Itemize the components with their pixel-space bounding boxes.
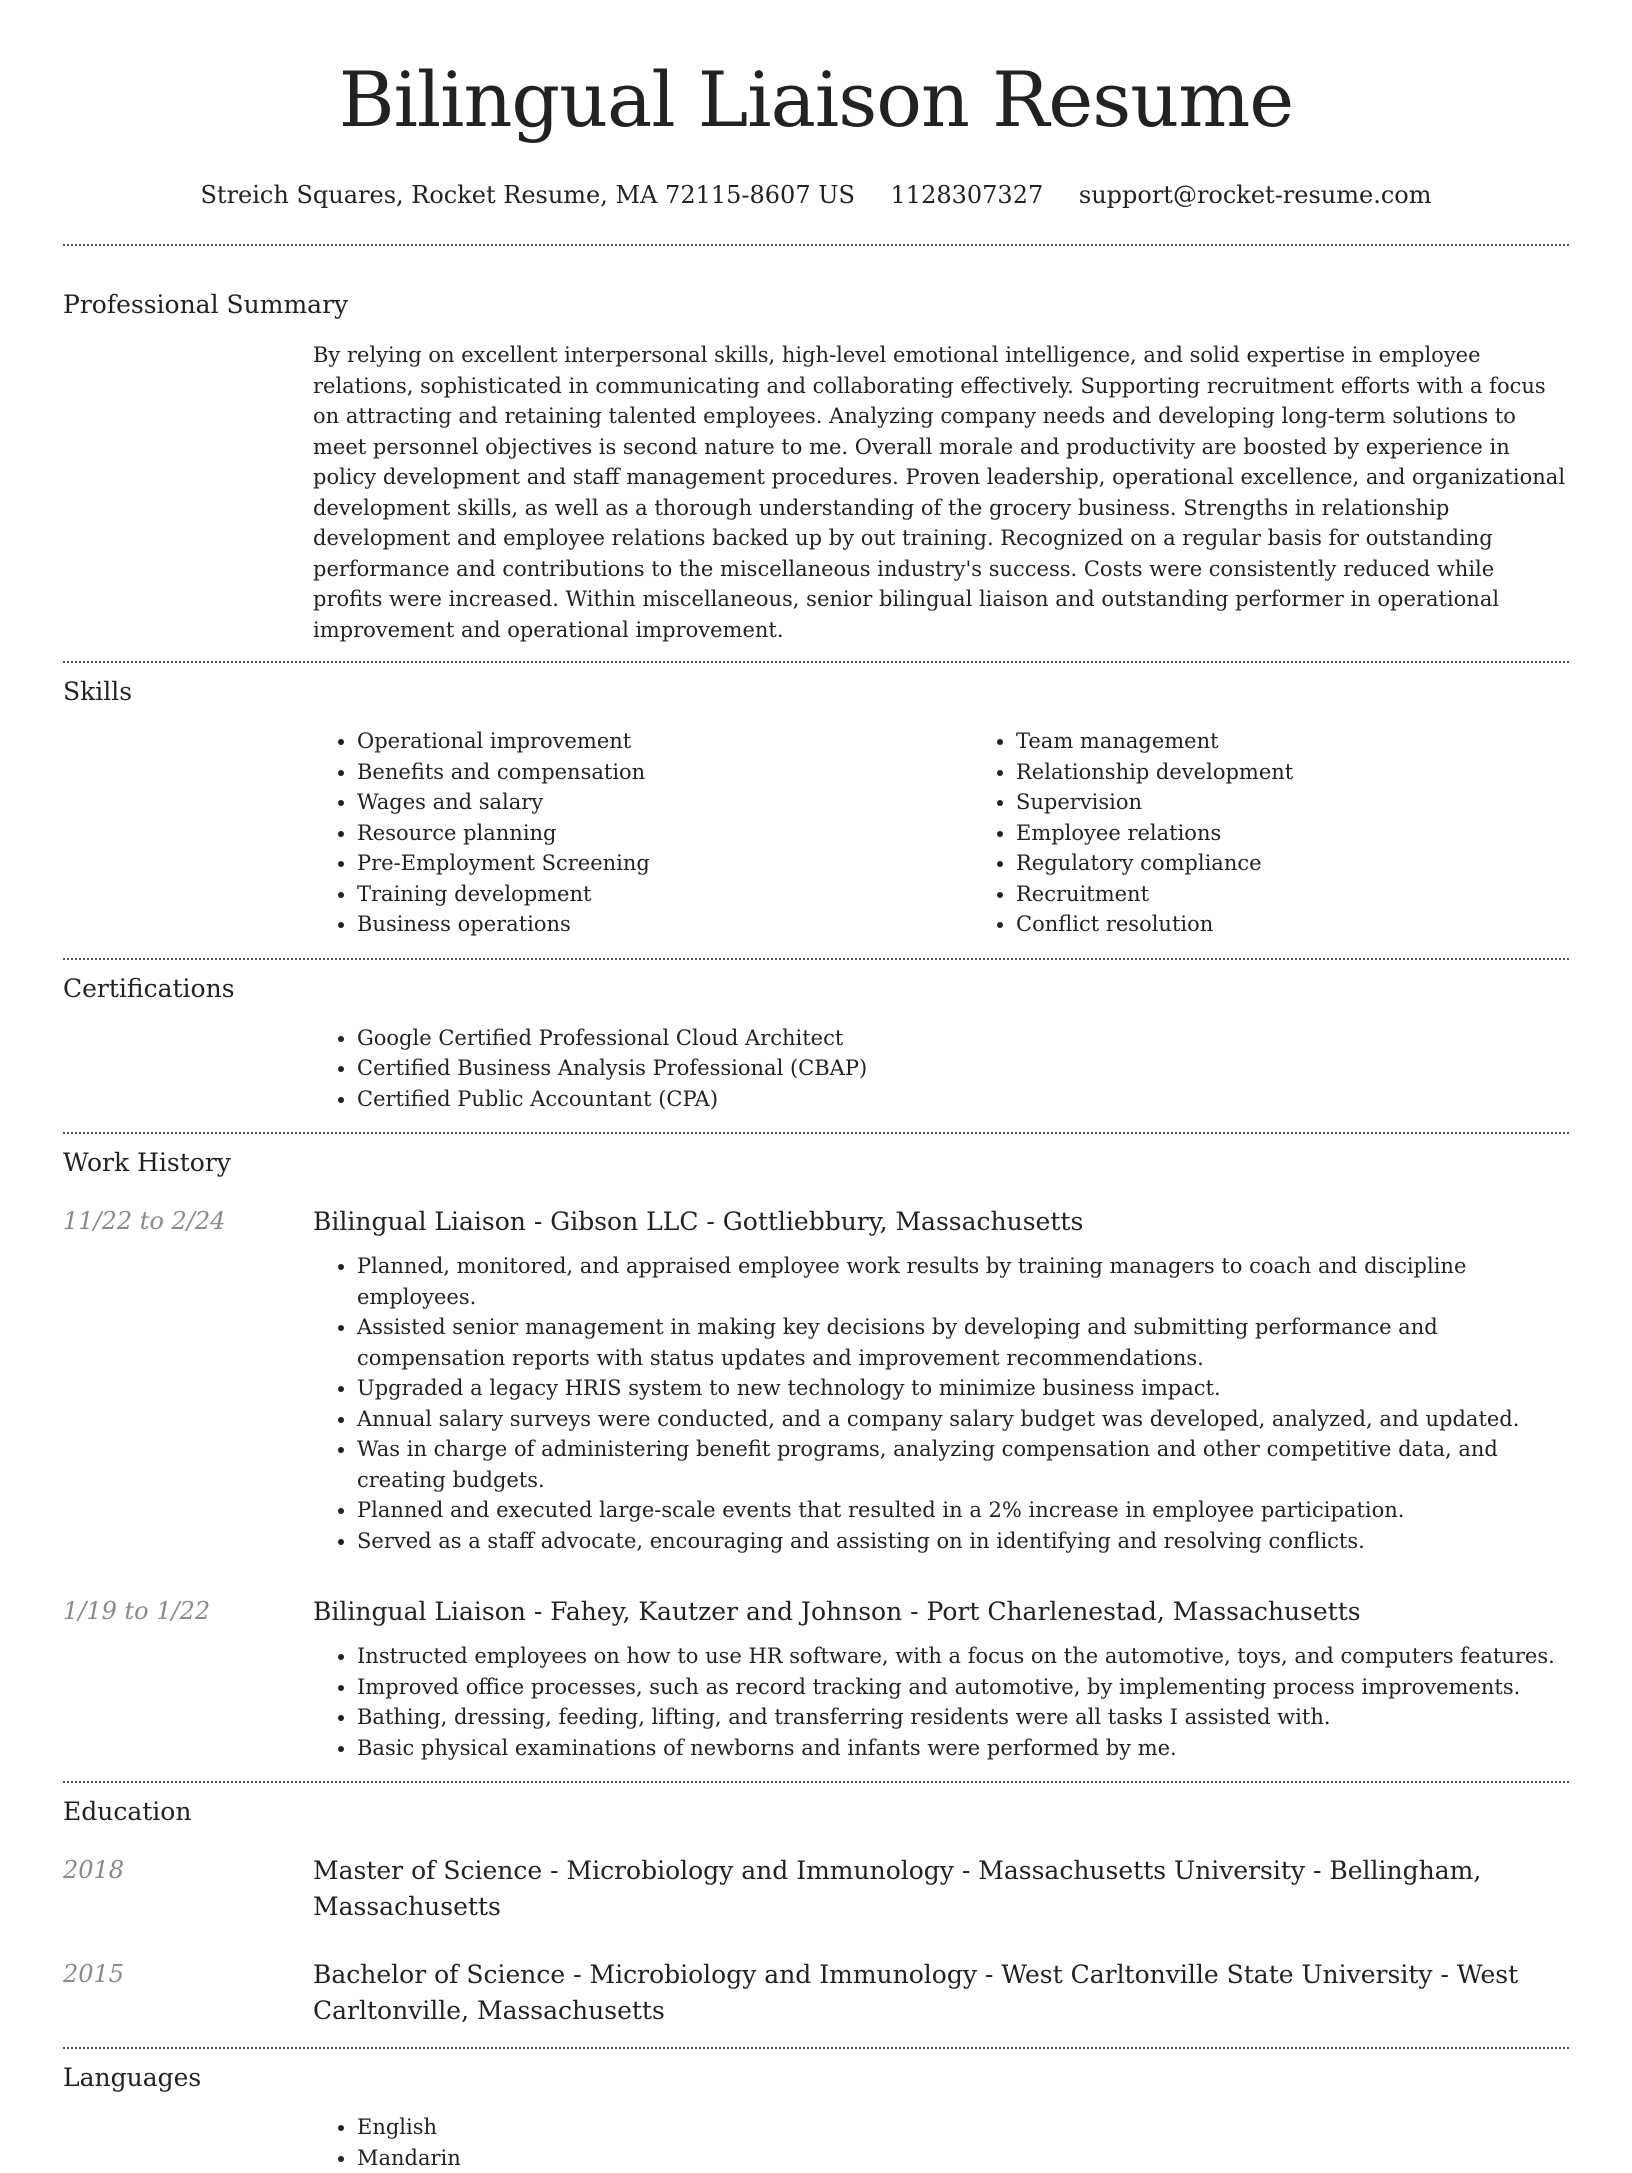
skill-item: • Benefits and compensation: [357, 757, 972, 788]
job-bullet: • Upgraded a legacy HRIS system to new technology to minimize business impact.: [357, 1373, 1569, 1404]
certifications-left-spacer: [63, 1023, 313, 1115]
skill-item: • Team management: [1016, 726, 1631, 757]
education-heading: Education: [63, 1795, 1569, 1829]
job-bullets: [313, 1251, 1569, 1556]
job-body: [313, 1204, 1569, 1556]
skill-item: • Operational improvement: [357, 726, 972, 757]
languages-section: [63, 2061, 1569, 2173]
job-bullet: • Served as a staff advocate, encouraging and assisting on in identifying and resolving conflicts.: [357, 1526, 1569, 1557]
languages-body: [313, 2112, 1569, 2173]
contact-email: support@rocket-resume.com: [1079, 181, 1432, 209]
divider: [63, 1781, 1569, 1783]
job-bullet: • Was in charge of administering benefit programs, analyzing compensation and other competitive data, and creating budgets.: [357, 1434, 1569, 1495]
languages-list: [313, 2112, 1569, 2173]
job-bullet: • Instructed employees on how to use HR software, with a focus on the automotive, toys, and computers features.: [357, 1641, 1569, 1672]
certifications-heading: Certifications: [63, 972, 1569, 1006]
job-bullet: • Basic physical examinations of newborns and infants were performed by me.: [357, 1733, 1569, 1764]
job-dates: 11/22 to 2/24: [63, 1204, 313, 1556]
job-bullet: • Assisted senior management in making key decisions by developing and submitting performance and compensation reports with status updates and improvement recommendations.: [357, 1312, 1569, 1373]
job-bullet: • Planned, monitored, and appraised employee work results by training managers to coach and discipline employees.: [357, 1251, 1569, 1312]
job-entry: [63, 1594, 1569, 1763]
skills-columns: [313, 726, 1631, 940]
contact-line: [63, 178, 1569, 212]
certifications-list: [313, 1023, 1569, 1115]
divider: [63, 1132, 1569, 1134]
skill-item: • Wages and salary: [357, 787, 972, 818]
skill-item: • Resource planning: [357, 818, 972, 849]
skills-left-spacer: [63, 726, 313, 940]
language-item: • Mandarin: [357, 2143, 1569, 2173]
skill-item: • Business operations: [357, 909, 972, 940]
certifications-section: [63, 972, 1569, 1115]
skill-item: • Regulatory compliance: [1016, 848, 1631, 879]
job-bullet: • Improved office processes, such as record tracking and automotive, by implementing process improvements.: [357, 1672, 1569, 1703]
job-bullets: [313, 1641, 1569, 1763]
summary-left-spacer: [63, 340, 313, 645]
resume-header: [63, 0, 1569, 212]
certification-item: • Certified Business Analysis Professional (CBAP): [357, 1053, 1569, 1084]
education-heading-text: Bachelor of Science - Microbiology and Immunology - West Carltonville State University - West Carltonville, Massachusetts: [313, 1957, 1569, 2029]
job-heading: Bilingual Liaison - Gibson LLC - Gottliebbury, Massachusetts: [313, 1204, 1569, 1240]
divider: [63, 2047, 1569, 2049]
summary-text: By relying on excellent interpersonal skills, high-level emotional intelligence, and solid expertise in employee relations, sophisticated in communicating and collaborating effectively. Supporting recruitment efforts with a focus on attracting and retaining talented employees. Analyzing company needs and developing long-term solutions to meet personnel objectives is second nature to me. Overall morale and productivity are boosted by experience in policy development and staff management procedures. Proven leadership, operational excellence, and organizational development skills, as well as a thorough understanding of the grocery business. Strengths in relationship development and employee relations backed up by out training. Recognized on a regular basis for outstanding performance and contributions to the miscellaneous industry's success. Costs were consistently reduced while profits were increased. Within miscellaneous, senior bilingual liaison and outstanding performer in operational improvement and operational improvement.: [313, 340, 1569, 645]
skill-item: • Conflict resolution: [1016, 909, 1631, 940]
work-history-heading: Work History: [63, 1146, 1569, 1180]
divider: [63, 244, 1569, 246]
divider: [63, 661, 1569, 663]
skills-section: [63, 675, 1569, 940]
summary-section: [63, 288, 1569, 645]
skills-list-left: [313, 726, 972, 940]
skill-item: • Employee relations: [1016, 818, 1631, 849]
education-entry: [63, 1853, 1569, 1925]
job-bullet: • Annual salary surveys were conducted, and a company salary budget was developed, analyzed, and updated.: [357, 1404, 1569, 1435]
skill-item: • Supervision: [1016, 787, 1631, 818]
job-entry: [63, 1204, 1569, 1556]
skills-list-right: [972, 726, 1631, 940]
language-item: • English: [357, 2112, 1569, 2143]
education-heading-text: Master of Science - Microbiology and Immunology - Massachusetts University - Bellingham, Massachusetts: [313, 1853, 1569, 1925]
languages-heading: Languages: [63, 2061, 1569, 2095]
contact-phone: 1128307327: [891, 181, 1044, 209]
job-heading: Bilingual Liaison - Fahey, Kautzer and Johnson - Port Charlenestad, Massachusetts: [313, 1594, 1569, 1630]
skills-heading: Skills: [63, 675, 1569, 709]
summary-heading: Professional Summary: [63, 288, 1569, 322]
work-history-section: [63, 1146, 1569, 1763]
education-year: 2015: [63, 1957, 313, 2029]
education-entry: [63, 1957, 1569, 2029]
skill-item: • Relationship development: [1016, 757, 1631, 788]
certification-item: • Google Certified Professional Cloud Architect: [357, 1023, 1569, 1054]
job-dates: 1/19 to 1/22: [63, 1594, 313, 1763]
education-section: [63, 1795, 1569, 2029]
job-body: [313, 1594, 1569, 1763]
divider: [63, 958, 1569, 960]
certification-item: • Certified Public Accountant (CPA): [357, 1084, 1569, 1115]
skill-item: • Pre-Employment Screening: [357, 848, 972, 879]
job-bullet: • Planned and executed large-scale events that resulted in a 2% increase in employee participation.: [357, 1495, 1569, 1526]
job-bullet: • Bathing, dressing, feeding, lifting, and transferring residents were all tasks I assisted with.: [357, 1702, 1569, 1733]
languages-left-spacer: [63, 2112, 313, 2173]
skill-item: • Training development: [357, 879, 972, 910]
certifications-body: [313, 1023, 1569, 1115]
contact-address: Streich Squares, Rocket Resume, MA 72115-8607 US: [200, 181, 854, 209]
skill-item: • Recruitment: [1016, 879, 1631, 910]
education-year: 2018: [63, 1853, 313, 1925]
resume-title: Bilingual Liaison Resume: [63, 52, 1569, 148]
